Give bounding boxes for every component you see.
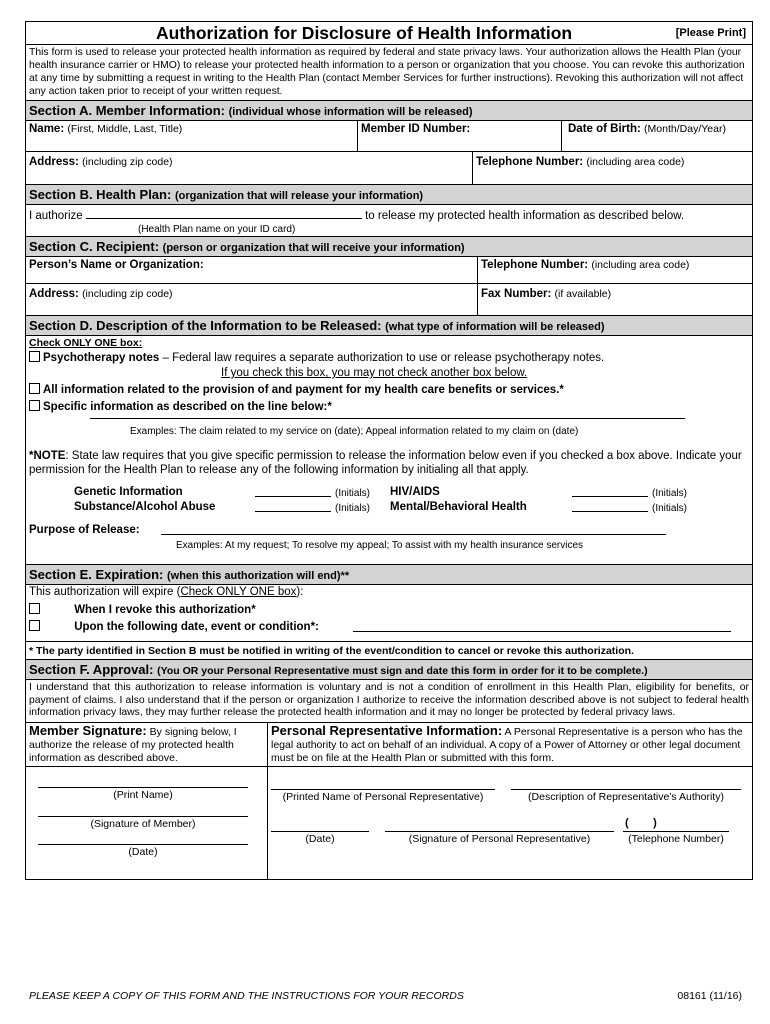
mental-health-label: Mental/Behavioral Health [390,501,527,513]
rep-telephone-line[interactable] [623,816,729,832]
substance-initials-label: (Initials) [335,503,371,514]
genetic-initials-line[interactable] [255,496,331,497]
revoke-label: When I revoke this authorization* [74,604,256,616]
date-event-checkbox[interactable] [29,620,40,631]
authorize-post-text: to release my protected health information as described below. [365,210,685,222]
mental-initials-line[interactable] [572,511,648,512]
recipient-phone-hint: (including area code) [591,259,690,271]
section-b-title: Section B. Health Plan: [29,187,172,202]
section-e-body [26,585,752,659]
revoke-checkbox[interactable] [29,603,40,614]
personal-rep-desc: A Personal Representative is a person who has the legal authority to act on behalf of an individual. A copy of a Power of Attorney or other legal document must be on file at the Health Plan or submitted with this form. [271,725,743,764]
date-event-label: Upon the following date, event or condition*: [74,621,319,633]
understand-text: I understand that this authorization to release information is voluntary and is not a condition of enrollment in this Health Plan, eligibility for benefits, or payment of claims. I also understand that if the person or organization I authorize to receive the information described above is not subject to federal health information privacy laws, they may further release the protected health information and it may no longer be protected by federal privacy laws. [26,680,752,723]
member-address-field[interactable] [26,152,472,184]
section-d-subtitle: (what type of information will be released) [385,321,605,333]
specific-info-examples: Examples: The claim related to my service on (date); Appeal information related to my claim on (date) [130,426,579,437]
recipient-name-field[interactable] [26,257,477,283]
psychotherapy-desc: – Federal law requires a separate authorization to use or release psychotherapy notes. [159,352,605,364]
member-signature-header [26,723,267,766]
rep-date-caption: (Date) [305,832,335,845]
rep-telephone-area-code: ( ) [625,816,657,829]
dob-field[interactable] [561,121,752,151]
keep-copy-notice: PLEASE KEEP A COPY OF THIS FORM AND THE INSTRUCTIONS FOR YOUR RECORDS [29,990,464,1002]
rep-signature-caption: (Signature of Personal Representative) [408,832,591,845]
purpose-label: Purpose of Release: [29,524,140,536]
all-info-label: All information related to the provision of and payment for my health care benefits or services.* [43,384,564,396]
section-f-header [26,659,752,680]
section-a-subtitle: (individual whose information will be released) [228,106,473,118]
title-bar [26,22,752,45]
please-print-note: [Please Print] [675,27,746,39]
member-phone-label: Telephone Number: [476,156,584,168]
recipient-fax-field[interactable] [477,284,752,315]
rep-authority-caption: (Description of Representative’s Authority) [528,790,724,803]
recipient-fax-hint: (if available) [554,288,612,300]
member-signature-block [26,767,267,879]
personal-rep-label: Personal Representative Information: [271,722,503,738]
member-address-hint: (including zip code) [82,156,173,168]
rep-date-line[interactable] [271,819,369,832]
hiv-initials-line[interactable] [572,496,648,497]
psychotherapy-checkbox[interactable] [29,351,40,362]
check-one-label: Check ONLY ONE box: [29,337,143,349]
member-address-label: Address: [29,156,79,168]
genetic-info-label: Genetic Information [74,486,183,498]
section-b-header [26,184,752,205]
recipient-phone-field[interactable] [477,257,752,283]
note-text: : State law requires that you give specific permission to release the information below even if you checked a box above. Indicate your permission for the Health Plan to release any of the following information by initialing all that apply. [29,450,742,476]
print-name-line[interactable] [38,775,248,788]
section-c-subtitle: (person or organization that will receive your information) [162,242,465,254]
expire-check-one: Check ONLY ONE box [180,586,297,598]
rep-printed-name-line[interactable] [271,777,495,790]
section-a-title: Section A. Member Information: [29,103,225,118]
purpose-line[interactable] [161,534,666,535]
recipient-address-hint: (including zip code) [82,288,173,300]
health-plan-name-line[interactable] [86,218,362,219]
section-d-title: Section D. Description of the Information to be Released: [29,318,382,333]
member-signature-line[interactable] [38,804,248,817]
intro-text: This form is used to release your protected health information as required by federal and state privacy laws. Your authorization allows the Health Plan (your health insurance carrier or HMO) to release your protected health information to a person or organization that you choose. You can revoke this authorization at any time by submitting a request in writing to the Health Plan (contact Member Services for further instructions). Revoking this authorization will not affect any action taken prior to receipt of your written request. [29,47,745,97]
section-d-body [26,336,752,564]
section-b-body [26,205,752,236]
all-info-checkbox[interactable] [29,383,40,394]
expire-text: This authorization will expire ( [29,586,181,598]
recipient-name-label: Person’s Name or Organization: [29,259,204,271]
mental-initials-label: (Initials) [652,503,688,514]
form-code: 08161 (11/16) [677,990,742,1002]
print-name-caption: (Print Name) [113,788,173,801]
member-id-label: Member ID Number: [361,123,471,135]
dob-label: Date of Birth: [568,123,641,135]
purpose-examples: Examples: At my request; To resolve my appeal; To assist with my health insurance services [176,540,584,551]
recipient-phone-label: Telephone Number: [481,259,589,271]
note-label: *NOTE [29,450,66,462]
member-phone-hint: (including area code) [586,156,685,168]
section-f-title: Section F. Approval: [29,662,154,677]
specific-info-checkbox[interactable] [29,400,40,411]
member-name-field[interactable] [26,121,357,151]
member-name-hint: (First, Middle, Last, Title) [67,123,183,135]
psychotherapy-note: If you check this box, you may not check another box below. [221,367,528,379]
member-date-caption: (Date) [128,845,158,858]
health-plan-caption: (Health Plan name on your ID card) [138,224,296,235]
authorization-form [25,21,753,880]
hiv-label: HIV/AIDS [390,486,440,498]
rep-signature-line[interactable] [385,819,614,832]
member-signature-caption: (Signature of Member) [90,817,196,830]
member-date-line[interactable] [38,832,248,845]
personal-rep-block [267,767,752,879]
specific-info-label: Specific information as described on the line below:* [43,401,332,413]
section-c-header [26,236,752,257]
section-e-subtitle: (when this authorization will end)** [166,570,350,582]
rep-authority-line[interactable] [511,777,741,790]
recipient-fax-label: Fax Number: [481,288,552,300]
section-e-title: Section E. Expiration: [29,567,164,582]
authorize-text: I authorize [29,210,83,222]
rep-telephone-caption: (Telephone Number) [628,832,724,845]
rep-printed-name-caption: (Printed Name of Personal Representative) [282,790,484,803]
genetic-initials-label: (Initials) [335,488,371,499]
expiration-footnote: * The party identified in Section B must be notified in writing of the event/condition to cancel or revoke this authorization. [29,645,634,657]
expire-text-end: ): [296,586,304,598]
section-e-header [26,564,752,585]
date-event-line[interactable] [353,631,731,632]
section-b-subtitle: (organization that will release your information) [174,190,424,202]
personal-rep-header [267,723,752,766]
recipient-address-label: Address: [29,288,79,300]
psychotherapy-label: Psychotherapy notes [43,352,160,364]
specific-info-line[interactable] [90,418,685,419]
section-f-subtitle: (You OR your Personal Representative must sign and date this form in order for it to be complete.) [157,665,648,677]
member-id-field[interactable] [357,121,561,151]
dob-hint: (Month/Day/Year) [644,123,726,135]
section-a-header [26,100,752,121]
member-signature-desc: By signing below, I authorize the release of my protected health information as described above. [29,725,237,764]
member-phone-field[interactable] [472,152,752,184]
form-title: Authorization for Disclosure of Health Information [156,23,573,43]
recipient-address-field[interactable] [26,284,477,315]
hiv-initials-label: (Initials) [652,488,688,499]
member-name-label: Name: [29,123,65,135]
substance-initials-line[interactable] [255,511,331,512]
member-signature-label: Member Signature: [29,722,147,738]
substance-label: Substance/Alcohol Abuse [74,501,216,513]
section-c-title: Section C. Recipient: [29,239,160,254]
section-d-header [26,315,752,336]
